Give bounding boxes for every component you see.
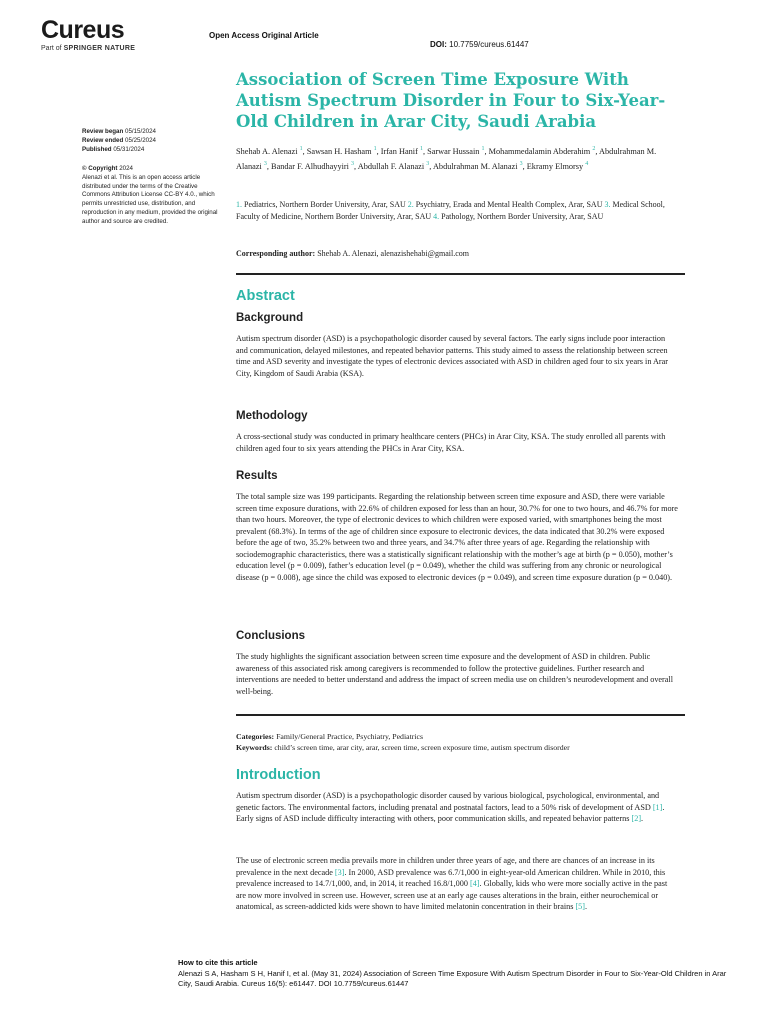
methodology-heading: Methodology <box>236 410 308 422</box>
affiliation-number: 4. <box>433 211 440 221</box>
author <box>527 162 589 171</box>
author-affiliation-marker: 1 <box>481 146 485 152</box>
categories-label: Categories: <box>236 732 275 741</box>
author-affiliation-marker: 3 <box>263 161 267 168</box>
categories <box>236 731 686 742</box>
author-affiliation-marker: 2 <box>592 146 596 152</box>
article-title: Association of Screen Time Exposure With Autism Spectrum Disorder in Four to Six-Year-Old Children in Arar City, Saudi Arabia <box>236 70 666 131</box>
intro-p1-text-a: Autism spectrum disorder (ASD) is a psychopathologic disorder caused by various biological, psychological, environmental, and genetic factors. The environmental factors, including prenatal and postnatal factors, lead to a 50% risk of development of ASD <box>236 791 660 812</box>
review-began <box>82 128 222 137</box>
copyright-label: © Copyright <box>82 165 118 172</box>
copyright-block <box>82 165 222 227</box>
keywords <box>236 742 686 753</box>
doi-label: DOI: <box>430 40 447 49</box>
license-text: Alenazi et al. This is an open access article distributed under the terms of the Creative Commons Attribution License CC-BY 4.0., which permits unrestricted use, distribution, and reproduction in any medium, provided the original author and source are credited. <box>82 173 218 225</box>
reference-link[interactable]: [5] <box>575 902 585 911</box>
review-began-value: 05/15/2024 <box>125 128 156 135</box>
reference-link[interactable]: [4] <box>469 879 480 888</box>
author-name: Irfan Hanif <box>380 146 418 156</box>
affiliation-text: Psychiatry, Erada and Mental Health Complex, Arar, SAU <box>415 200 603 209</box>
copyright-year: 2024 <box>119 165 133 172</box>
author-affiliation-marker: 1 <box>419 146 423 152</box>
reference-link[interactable]: [3] <box>334 867 345 877</box>
affiliation-number: 2. <box>407 200 414 209</box>
intro-p2-text-c: . Globally, kids who were more socially active in the past are now more involved in screen use. However, screen use at an early age causes alterations in the brain, either neurochemical or anatomical, as screen-addicted kids were shown to have limited melatonin concentration in their brains <box>236 879 668 911</box>
intro-p1-text-c: . <box>641 814 644 823</box>
background-heading: Background <box>236 312 304 324</box>
background-text: Autism spectrum disorder (ASD) is a psychopathologic disorder caused by several factors. The early signs include poor interaction and communication, delayed milestones, and repeated behavior patterns. This study aimed to assess the relationship between screen time and ASD severity and investigate the types of electronic devices associated with ASD in children aged four to six years in Arar City, Kingdom of Saudi Arabia (KSA). <box>236 334 669 378</box>
review-dates <box>82 128 222 154</box>
keywords-text: child’s screen time, arar city, arar, screen time, screen exposure time, autism spectrum disorder <box>274 743 570 752</box>
author <box>433 162 523 171</box>
copyright-line <box>82 165 222 174</box>
author <box>381 147 423 156</box>
author-affiliation-marker: 3 <box>351 161 355 168</box>
logo-subtitle <box>41 45 135 52</box>
published-value: 05/31/2024 <box>113 145 145 153</box>
reference-link[interactable]: [2] <box>631 814 642 823</box>
affiliation-text: Pathology, Northern Border University, Arar, SAU <box>441 211 604 221</box>
author-affiliation-marker: 3 <box>426 161 430 168</box>
affiliation-text: Medical School, Faculty of Medicine, Northern Border University, Arar, SAU <box>236 200 665 221</box>
published <box>82 146 222 155</box>
author-list: Shehab A. Alenazi $^1$, Sawsan H. Hasham $^1$, Irfan Hanif $^1$, Sarwar Hussain $^1$, Mohammedalamin Abderahim $^2$, Abdulrahman M. Alanazi $^3$, Bandar F. Alhudhayyiri $^3$, Abdullah F. Alanazi $^3$, Abdulrahman M. Alanazi $^3$, Ekramy Elmorsy $^4$ <box>236 146 657 172</box>
intro-p2-text-d: . <box>585 902 588 911</box>
logo-publisher: SPRINGER NATURE <box>63 45 136 52</box>
author <box>427 147 484 156</box>
author <box>307 147 377 156</box>
conclusions-heading: Conclusions <box>236 630 306 642</box>
logo-part-of: Part of <box>41 45 62 52</box>
methodology-text: A cross-sectional study was conducted in primary healthcare centers (PHCs) in Arar City, KSA. The study enrolled all parents with children aged four to six years attending the PHCs in Arar City, KSA. <box>236 432 666 453</box>
author-affiliation-marker: 4 <box>585 161 589 168</box>
doi-link[interactable]: 10.7759/cureus.61447 <box>449 40 529 49</box>
doi-line <box>430 40 529 49</box>
author <box>236 147 303 156</box>
review-ended <box>82 137 222 146</box>
author-name: Ekramy Elmorsy <box>526 162 584 172</box>
author <box>489 147 596 156</box>
how-to-cite-heading: How to cite this article <box>178 958 258 967</box>
intro-paragraph-1 <box>236 790 678 825</box>
author-affiliation-marker: 1 <box>299 146 303 152</box>
how-to-cite <box>178 958 738 990</box>
article-type: Open Access Original Article <box>209 31 319 40</box>
author-name: Shehab A. Alenazi <box>236 146 298 156</box>
intro-p2-text-b: . In 2000, ASD prevalence was 6.7/1,000 in eight-year-old American children. While in 2010, this prevalence increased to 14.7/1,000, and, in 2014, it reached 16.8/1,000 <box>236 867 666 888</box>
divider-bottom <box>236 714 685 716</box>
review-began-label: Review began <box>82 128 124 135</box>
author-name: Mohammedalamin Abderahim <box>488 146 591 156</box>
corresponding-author <box>236 249 678 258</box>
results-text: The total sample size was 199 participants. Regarding the relationship between screen time exposure and ASD, there were variable screen time exposure durations, with 22.6% of children exposed for less than an hour, 30.7% for one to two hours, and 46.7% for more than two hours. Moreover, the type of electronic devices to which children were exposed varied, with smartphones being the most prevalent (68.3%). In terms of the age of children since exposure to electronic devices, the data indicated that 30.2% were exposed before the age of two, 35.2% between two and three years, and 34.7% after three years of age. Regarding the relationship with sociodemographic characteristics, there was a statistically significant relationship with the mother’s age at birth (p = 0.050), mother’s education level (p = 0.009), father’s education level (p = 0.049), whether the child was suffering from any chronic or neurological disease (p = 0.008), age since the child was exposed to electronic devices (p = 0.049), and screen time exposure duration (p = 0.040). <box>236 492 678 582</box>
affiliation-number: 1. <box>236 200 242 209</box>
author-name: Abdulrahman M. Alanazi <box>236 146 657 172</box>
affiliation-text: Pediatrics, Northern Border University, Arar, SAU <box>244 200 406 209</box>
intro-p2-text-a: The use of electronic screen media prevails more in children under three years of age, and there are chances of an increase in its prevalence in the next decade <box>236 856 655 877</box>
review-ended-label: Review ended <box>82 136 124 144</box>
author <box>358 162 429 171</box>
affiliations <box>236 199 678 222</box>
reference-link[interactable]: [1] <box>652 802 663 812</box>
author <box>271 162 354 171</box>
author-affiliation-marker: 3 <box>519 161 523 168</box>
divider-top <box>236 273 685 275</box>
logo-wordmark: Cureus <box>41 16 125 44</box>
author-affiliation-marker: 1 <box>373 146 377 152</box>
author-name: Sawsan H. Hasham <box>306 146 372 156</box>
publisher-logo <box>41 18 135 52</box>
conclusions-text: The study highlights the significant association between screen time exposure and the development of ASD in children. Public awareness of this associated risk among caregivers is recommended to follow the protective guidelines. Further research and interventions are needed to better understand and address the impact of screen media use on children’s neurodevelopment and overall well-being. <box>236 652 673 696</box>
abstract-heading: Abstract <box>236 288 295 304</box>
intro-p1-text-b: . Early signs of ASD include difficulty interacting with others, poor communication skills, and repeated behavior patterns <box>236 802 665 823</box>
intro-paragraph-2 <box>236 855 678 913</box>
corresponding-label: Corresponding author: <box>236 249 316 258</box>
keywords-label: Keywords: <box>236 743 273 752</box>
author-name: Abdulrahman M. Alanazi <box>432 162 518 172</box>
categories-text: Family/General Practice, Psychiatry, Pediatrics <box>276 732 424 741</box>
published-label: Published <box>82 145 112 153</box>
review-ended-value: 05/25/2024 <box>125 136 156 144</box>
author-name: Bandar F. Alhudhayyiri <box>271 162 349 172</box>
affiliation-number: 3. <box>604 200 611 209</box>
author-name: Abdullah F. Alanazi <box>357 162 425 172</box>
introduction-heading: Introduction <box>236 767 321 783</box>
how-to-cite-text: Alenazi S A, Hasham S H, Hanif I, et al. (May 31, 2024) Association of Screen Time Exposure With Autism Spectrum Disorder in Four to Six-Year-Old Children in Arar City, Saudi Arabia. Cureus 16(5): e61447. DOI 10.7759/cureus.61447 <box>178 968 727 988</box>
results-heading: Results <box>236 470 278 482</box>
corresponding-text: Shehab A. Alenazi, alenazishehabi@gmail.com <box>317 249 469 258</box>
author-name: Sarwar Hussain <box>427 146 480 156</box>
